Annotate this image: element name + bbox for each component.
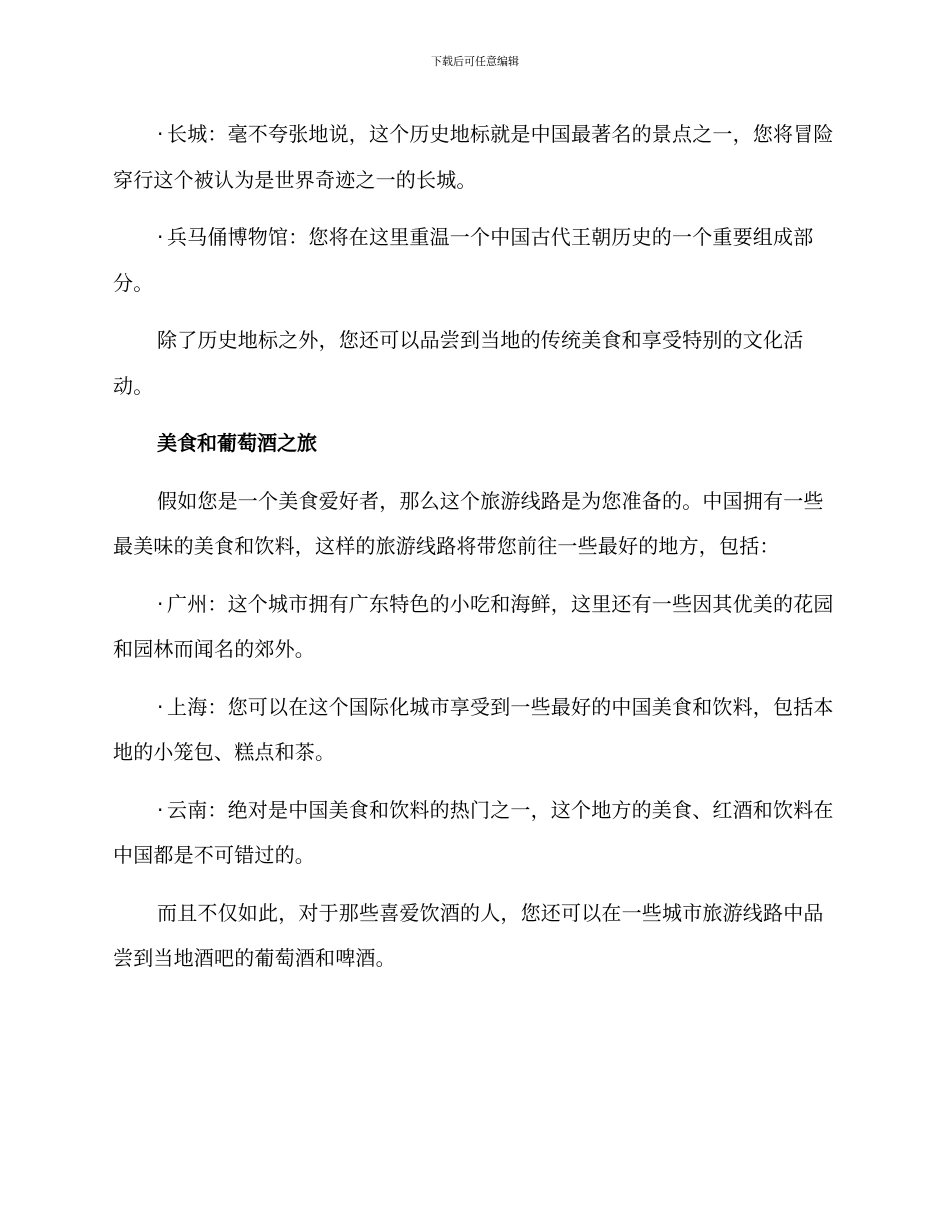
bullet-dot: · xyxy=(157,225,164,249)
page-header: 下载后可任意编辑 xyxy=(431,55,519,68)
bullet-dot: · xyxy=(157,591,164,616)
bullet-terracotta xyxy=(113,215,835,306)
bullet-guangzhou xyxy=(113,582,835,673)
bullet-dot: · xyxy=(157,797,164,822)
bullet-shanghai xyxy=(113,685,835,776)
bullet-text: 云南：绝对是中国美食和饮料的热门之一，这个地方的美食、红酒和饮料在中国都是不可错过的。 xyxy=(113,797,834,867)
document-body xyxy=(113,112,835,994)
bullet-text: 兵马俑博物馆：您将在这里重温一个中国古代王朝历史的一个重要组成部分。 xyxy=(113,225,814,295)
paragraph-drinks: 而且不仅如此，对于那些喜爱饮酒的人，您还可以在一些城市旅游线路中品尝到当地酒吧的葡萄酒和啤酒。 xyxy=(113,900,824,970)
section-heading-food-wine: 美食和葡萄酒之旅 xyxy=(157,431,317,455)
bullet-dot: · xyxy=(157,122,164,146)
bullet-text: 广州：这个城市拥有广东特色的小吃和海鲜，这里还有一些因其优美的花园和园林而闻名的郊外。 xyxy=(113,591,834,661)
bullet-great-wall xyxy=(113,112,835,203)
bullet-text: 长城：毫不夸张地说，这个历史地标就是中国最著名的景点之一，您将冒险穿行这个被认为是世界奇迹之一的长城。 xyxy=(113,122,834,192)
bullet-dot: · xyxy=(157,694,164,719)
paragraph-culture: 除了历史地标之外，您还可以品尝到当地的传统美食和享受特别的文化活动。 xyxy=(113,328,804,398)
bullet-yunnan xyxy=(113,788,835,879)
bullet-text: 上海：您可以在这个国际化城市享受到一些最好的中国美食和饮料，包括本地的小笼包、糕点和茶。 xyxy=(113,694,834,764)
paragraph-food-intro: 假如您是一个美食爱好者，那么这个旅游线路是为您准备的。中国拥有一些最美味的美食和饮料，这样的旅游线路将带您前往一些最好的地方，包括： xyxy=(113,488,824,558)
